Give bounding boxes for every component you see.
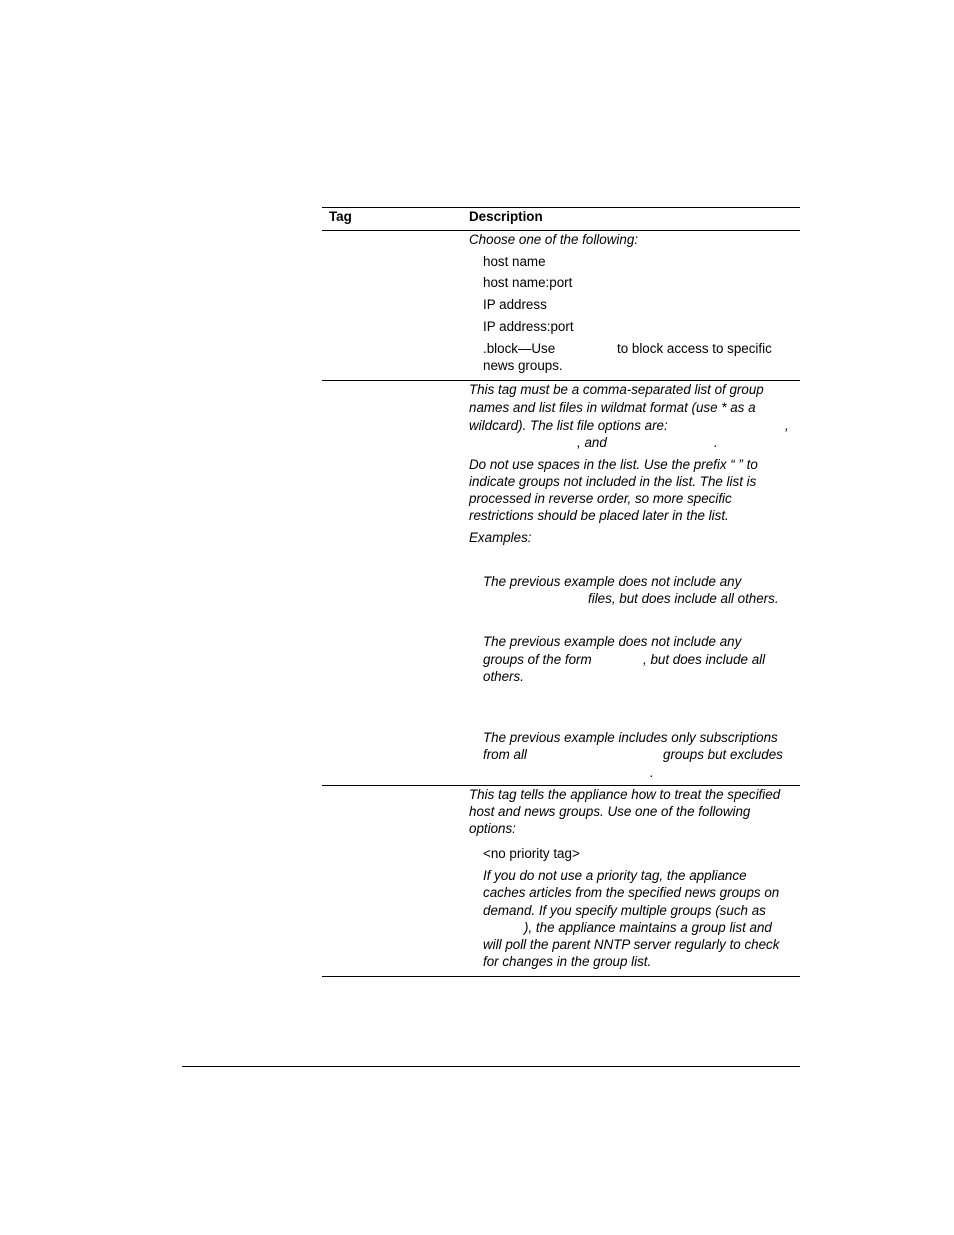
row1-option-host-name-port: host name:port xyxy=(483,275,573,290)
row2-example3-line1: The previous example includes only subscriptions xyxy=(483,730,778,745)
row2-example3-line2b: groups but excludes xyxy=(663,747,783,762)
table-top-rule xyxy=(322,207,800,208)
row2-example2-line2a: groups of the form xyxy=(483,652,592,667)
row2-para1-line2: names and list files in wildmat format (use * as a xyxy=(469,400,756,415)
row3-para2-line1: If you do not use a priority tag, the appliance xyxy=(483,868,747,883)
row2-example1-line2: files, but does include all others. xyxy=(588,591,779,606)
row2-example2-line3: others. xyxy=(483,669,524,684)
column-header-tag: Tag xyxy=(329,209,352,224)
row1-block-description: to block access to specific xyxy=(617,341,772,356)
row3-para2-line4: ), the appliance maintains a group list and xyxy=(524,920,772,935)
row2-example1-line1: The previous example does not include any xyxy=(483,574,742,589)
row3-para1-line1: This tag tells the appliance how to treat the specified xyxy=(469,787,781,802)
row1-intro: Choose one of the following: xyxy=(469,232,638,247)
row3-para2-line3: demand. If you specify multiple groups (such as xyxy=(483,903,766,918)
row3-option-no-priority: <no priority tag> xyxy=(483,846,580,861)
row2-para2-line1: Do not use spaces in the list. Use the prefix “ ” to xyxy=(469,457,758,472)
footer-rule xyxy=(182,1066,800,1067)
row1-block-option: .block—Use xyxy=(483,341,556,356)
row2-example3-period: . xyxy=(650,765,654,780)
row2-para1-comma: , xyxy=(785,418,789,433)
row1-option-ip-address-port: IP address:port xyxy=(483,319,574,334)
row1-option-ip-address: IP address xyxy=(483,297,547,312)
row1-block-description-cont: news groups. xyxy=(483,358,563,373)
row2-examples-label: Examples: xyxy=(469,530,532,545)
row2-para1-line1: This tag must be a comma-separated list of group xyxy=(469,382,764,397)
row1-option-host-name: host name xyxy=(483,254,546,269)
row2-para2-line4: restrictions should be placed later in the list. xyxy=(469,508,729,523)
column-header-description: Description xyxy=(469,209,543,224)
row3-para1-line2: host and news groups. Use one of the following xyxy=(469,804,751,819)
row2-para1-and: , and xyxy=(577,435,607,450)
row2-para2-line2: indicate groups not included in the list. The list is xyxy=(469,474,757,489)
row2-example3-line2a: from all xyxy=(483,747,527,762)
row2-para1-period: . xyxy=(714,435,718,450)
row2-para2-line3: processed in reverse order, so more specific xyxy=(469,491,732,506)
row2-example2-line2b: , but does include all xyxy=(643,652,766,667)
row2-example2-line1: The previous example does not include any xyxy=(483,634,742,649)
row3-para2-line5: will poll the parent NNTP server regularly to check xyxy=(483,937,780,952)
row3-para1-line3: options: xyxy=(469,821,516,836)
table-bottom-rule xyxy=(322,976,800,977)
row3-para2-line2: caches articles from the specified news groups on xyxy=(483,885,780,900)
row2-para1-line3: wildcard). The list file options are: xyxy=(469,418,668,433)
row3-para2-line6: for changes in the group list. xyxy=(483,954,652,969)
